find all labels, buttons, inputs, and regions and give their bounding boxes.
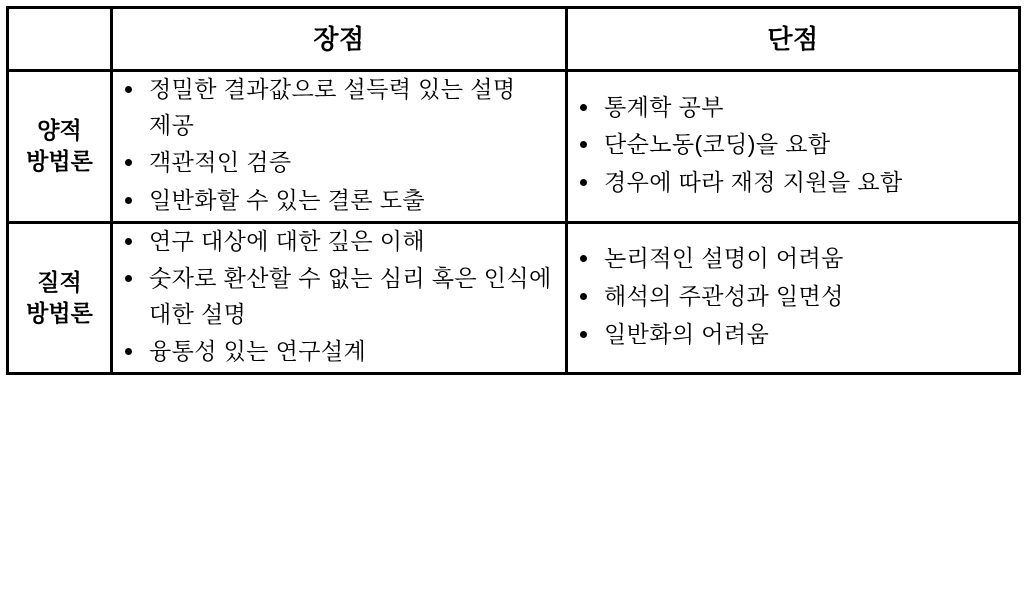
table-row	[8, 222, 1020, 374]
list-item: 논리적인 설명이 어려움	[568, 241, 1018, 277]
header-pros: 장점	[112, 8, 567, 71]
header-corner-cell	[8, 8, 112, 71]
list-item: 객관적인 검증	[113, 145, 565, 181]
list-item: 경우에 따라 재정 지원을 요함	[568, 165, 1018, 201]
list-item: 일반화의 어려움	[568, 317, 1018, 353]
table-header-row	[8, 8, 1020, 71]
bullet-list	[113, 224, 565, 371]
bullet-list	[568, 241, 1018, 352]
row-label-quantitative	[8, 71, 112, 223]
cell-qualitative-cons	[567, 222, 1020, 374]
list-item: 연구 대상에 대한 깊은 이해	[113, 224, 565, 260]
row-label-line1: 양적	[37, 117, 82, 144]
bullet-list	[568, 90, 1018, 201]
row-label-line2: 방법론	[26, 148, 93, 175]
cell-quantitative-pros	[112, 71, 567, 223]
cell-qualitative-pros	[112, 222, 567, 374]
list-item: 융통성 있는 연구설계	[113, 334, 565, 370]
header-cons: 단점	[567, 8, 1020, 71]
list-item: 숫자로 환산할 수 없는 심리 혹은 인식에 대한 설명	[113, 261, 565, 332]
row-label-line2: 방법론	[26, 299, 93, 326]
bullet-list	[113, 72, 565, 219]
row-label-qualitative	[8, 222, 112, 374]
list-item: 일반화할 수 있는 결론 도출	[113, 183, 565, 219]
table-row	[8, 71, 1020, 223]
list-item: 해석의 주관성과 일면성	[568, 279, 1018, 315]
list-item: 정밀한 결과값으로 설득력 있는 설명 제공	[113, 72, 565, 143]
cell-quantitative-cons	[567, 71, 1020, 223]
document-page	[0, 6, 1024, 595]
list-item: 통계학 공부	[568, 90, 1018, 126]
row-label-line1: 질적	[37, 268, 82, 295]
list-item: 단순노동(코딩)을 요함	[568, 127, 1018, 163]
pros-cons-table	[6, 6, 1021, 375]
